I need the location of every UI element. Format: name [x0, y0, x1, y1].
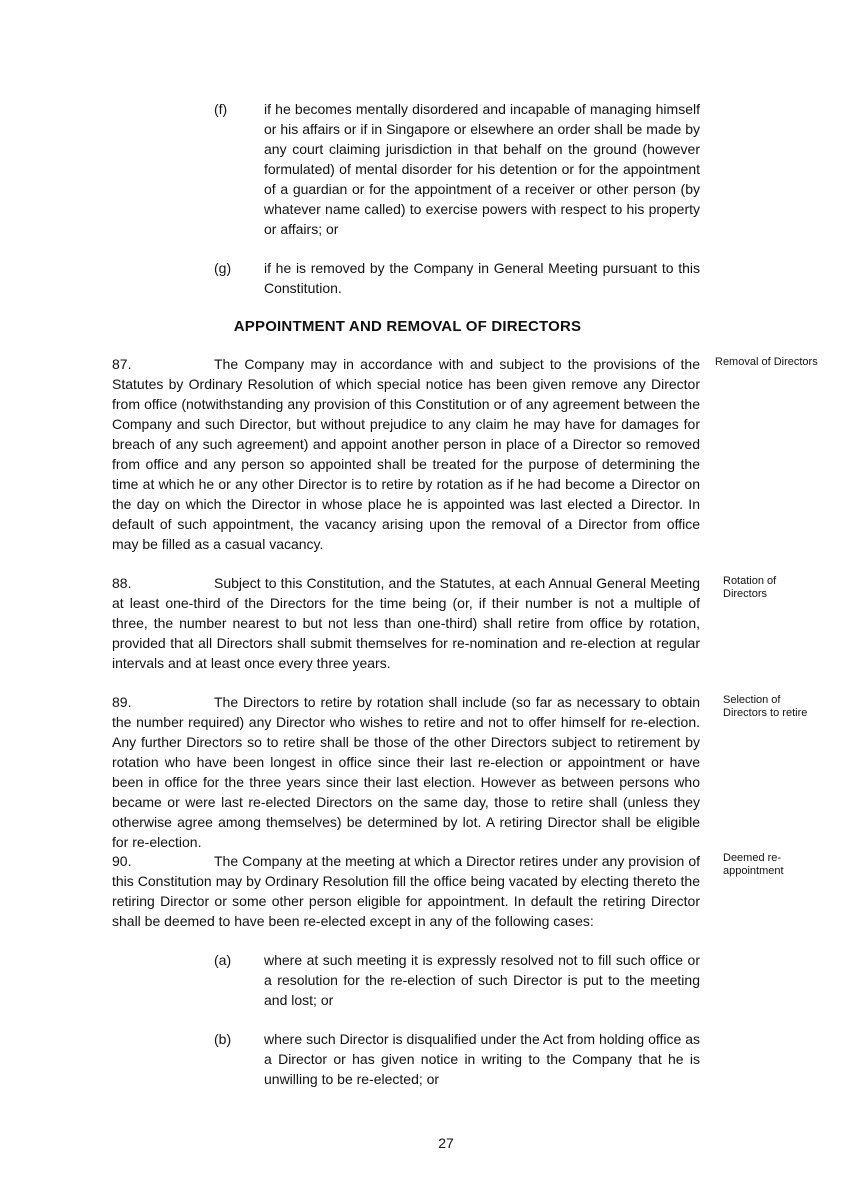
article-text: The Directors to retire by rotation shall include (so far as necessary to obtain the number required) any Director who wishes to retire and not to offer himself for re-election. Any further Directors so to retire shall be those of the other Directors subject to retirement by rotation who have been longest in office since their last re-election or appointment or have been in office for the three years since their last election. However as between persons who became or were last re-elected Directors on the same day, those to retire shall (unless they otherwise agree among themselves) be determined by lot. A retiring Director shall be eligible for re-election.	[112, 694, 700, 850]
article-number: 90.	[112, 853, 132, 869]
section-heading: APPOINTMENT AND REMOVAL OF DIRECTORS	[233, 318, 582, 335]
article-text: The Company at the meeting at which a Director retires under any provision of this Constitution may by Ordinary Resolution fill the office being vacated by electing thereto the retiring Director or some other person eligible for appointment. In default the retiring Director shall be deemed to have been re-elected except in any of the following cases:	[112, 853, 700, 929]
subclause-label-b: (b)	[214, 1031, 232, 1047]
article-text: Subject to this Constitution, and the Statutes, at each Annual General Meeting at least one-third of the Directors for the time being (or, if their number is not a multiple of three, the number nearest to but not less than one-third) shall retire from office by rotation, provided that all Directors shall submit themselves for re-nomination and re-election at regular intervals and at least once every three years.	[112, 575, 700, 671]
article-number: 89.	[112, 694, 132, 710]
article-text: The Company may in accordance with and subject to the provisions of the Statutes by Ordinary Resolution of which special notice has been given remove any Director from office (notwithstanding any provision of this Constitution or of any agreement between the Company and such Director, but without prejudice to any claim he may have for damages for breach of any such agreement) and appoint another person in place of a Director so removed from office and any person so appointed shall be treated for the purpose of determining the time at which he or any other Director is to retire by rotation as if he had become a Director on the day on which the Director in whose place he is appointed was last elected a Director. In default of such appointment, the vacancy arising upon the removal of a Director from office may be filled as a casual vacancy.	[112, 356, 700, 552]
subclause-label-a: (a)	[214, 952, 232, 968]
subclause-text-g: if he is removed by the Company in General Meeting pursuant to this Constitution.	[264, 260, 700, 296]
subclause-text-f: if he becomes mentally disordered and incapable of managing himself or his affairs or if in Singapore or elsewhere an order shall be made by any court claiming jurisdiction in that behalf on the ground (however formulated) of mental disorder for his detention or for the appointment of a guardian or for the appointment of a receiver or other person (by whatever name called) to exercise powers with respect to his property or affairs; or	[264, 101, 700, 237]
subclause-text-b: where such Director is disqualified under the Act from holding office as a Director or has given notice in writing to the Company that he is unwilling to be re-elected; or	[264, 1031, 700, 1087]
article-number: 87.	[112, 356, 132, 372]
page-number: 27	[438, 1135, 454, 1151]
article-89	[112, 692, 700, 852]
subclause-text-a: where at such meeting it is expressly resolved not to fill such office or a resolution for the re-election of such Director is put to the meeting and lost; or	[264, 952, 700, 1008]
subclause-label-g: (g)	[214, 260, 232, 276]
article-87	[112, 354, 700, 554]
article-88	[112, 573, 700, 673]
margin-note-selection: Selection of Directors to retire	[723, 694, 808, 719]
margin-note-removal: Removal of Directors	[715, 356, 818, 368]
subclause-label-f: (f)	[214, 101, 228, 117]
margin-note-deemed: Deemed re-appointment	[723, 852, 784, 877]
article-number: 88.	[112, 575, 132, 591]
margin-note-rotation: Rotation of Directors	[723, 575, 777, 600]
article-90	[112, 851, 700, 931]
